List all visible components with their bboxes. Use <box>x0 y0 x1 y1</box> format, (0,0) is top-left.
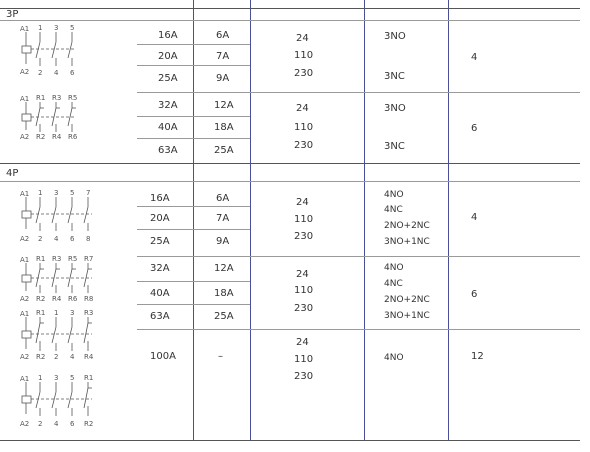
symbol-label: 7 <box>86 189 91 197</box>
current-a-cell: 40A <box>158 122 178 133</box>
current-b-cell: 12A <box>214 100 234 111</box>
symbol-label: A1 <box>20 256 30 264</box>
symbol-label: 2 <box>38 69 43 77</box>
quantity-cell: 6 <box>471 123 478 134</box>
contact-cell: 2NO+2NC <box>384 295 430 305</box>
contact-cell: 3NO+1NC <box>384 237 430 247</box>
quantity-cell: 6 <box>471 289 478 300</box>
voltage-cell: 230 <box>294 303 314 314</box>
row-divider <box>0 440 580 441</box>
symbol-label: R1 <box>36 94 46 102</box>
symbol-label: R2 <box>36 353 46 361</box>
row-divider <box>137 92 580 93</box>
symbol-label: A1 <box>20 25 30 33</box>
symbol-label: 1 <box>38 374 43 382</box>
symbol-label: 6 <box>70 420 75 428</box>
symbol-label: 2 <box>38 420 43 428</box>
voltage-cell: 110 <box>294 122 314 133</box>
column-divider <box>250 0 251 440</box>
symbol-label: 6 <box>70 69 75 77</box>
symbol-label: 2 <box>38 235 43 243</box>
row-divider <box>137 65 250 66</box>
symbol-label: 4 <box>54 69 59 77</box>
symbol-label: A2 <box>20 235 30 243</box>
symbol-label: A2 <box>20 353 30 361</box>
symbol-label: A1 <box>20 375 30 383</box>
row-divider <box>137 229 250 230</box>
contactor-4p-symbol <box>20 189 110 249</box>
section-label-4p: 4P <box>6 168 19 179</box>
current-a-cell: 63A <box>158 145 178 156</box>
symbol-label: A2 <box>20 295 30 303</box>
voltage-cell: 230 <box>294 231 314 242</box>
contactor-4p-mixed-symbol <box>20 309 110 367</box>
symbol-label: 4 <box>54 235 59 243</box>
voltage-cell: 24 <box>296 337 309 348</box>
current-a-cell: 32A <box>150 263 170 274</box>
column-divider <box>193 0 194 440</box>
symbol-label: 1 <box>38 189 43 197</box>
symbol-label: 4 <box>54 420 59 428</box>
voltage-cell: 24 <box>296 269 309 280</box>
symbol-label: R2 <box>84 420 94 428</box>
quantity-cell: 4 <box>471 52 478 63</box>
contact-cell: 3NO <box>384 103 406 114</box>
symbol-label: R1 <box>36 255 46 263</box>
symbol-label: R2 <box>36 295 46 303</box>
voltage-cell: 24 <box>296 33 309 44</box>
current-b-cell: 25A <box>214 145 234 156</box>
symbol-label: R8 <box>84 295 94 303</box>
symbol-label: A2 <box>20 133 30 141</box>
quantity-cell: 12 <box>471 351 484 362</box>
symbol-label: 6 <box>70 235 75 243</box>
symbol-label: R1 <box>36 309 46 317</box>
current-a-cell: 20A <box>158 51 178 62</box>
contactor-symbol-graphic <box>20 94 100 144</box>
contact-cell: 3NO <box>384 31 406 42</box>
contact-cell: 4NO <box>384 353 404 363</box>
contact-cell: 4NO <box>384 263 404 273</box>
current-a-cell: 25A <box>150 236 170 247</box>
contact-cell: 4NO <box>384 190 404 200</box>
voltage-cell: 110 <box>294 285 314 296</box>
contact-cell: 4NC <box>384 279 403 289</box>
symbol-label: 5 <box>70 374 75 382</box>
symbol-label: R3 <box>84 309 94 317</box>
voltage-cell: 110 <box>294 354 314 365</box>
symbol-label: R5 <box>68 255 78 263</box>
contactor-4p-break-symbol <box>20 255 110 309</box>
current-b-cell: 25A <box>214 311 234 322</box>
contactor-4p-aux-symbol <box>20 374 110 434</box>
symbol-label: 8 <box>86 235 91 243</box>
symbol-label: R6 <box>68 295 78 303</box>
voltage-cell: 230 <box>294 68 314 79</box>
contactor-symbol-graphic <box>20 309 110 363</box>
contactor-symbol-graphic <box>20 255 110 305</box>
symbol-label: 1 <box>54 309 59 317</box>
voltage-cell: 24 <box>296 197 309 208</box>
row-divider <box>0 20 580 21</box>
symbol-label: R3 <box>52 94 62 102</box>
quantity-cell: 4 <box>471 212 478 223</box>
symbol-label: 5 <box>70 24 75 32</box>
symbol-label: R1 <box>84 374 94 382</box>
row-divider <box>137 206 250 207</box>
current-a-cell: 25A <box>158 73 178 84</box>
contactor-3p-break-symbol <box>20 94 100 148</box>
contact-cell: 3NC <box>384 141 405 152</box>
section-label-3p: 3P <box>6 9 19 20</box>
contact-cell: 4NC <box>384 205 403 215</box>
current-b-cell: 6A <box>216 193 230 204</box>
current-b-cell: 18A <box>214 122 234 133</box>
symbol-label: 2 <box>54 353 59 361</box>
contact-cell: 3NC <box>384 71 405 82</box>
symbol-label: 4 <box>70 353 75 361</box>
symbol-label: R6 <box>68 133 78 141</box>
row-divider <box>137 138 250 139</box>
symbol-label: 3 <box>54 189 59 197</box>
current-b-cell: 7A <box>216 51 230 62</box>
contact-cell: 2NO+2NC <box>384 221 430 231</box>
row-divider <box>0 163 580 164</box>
row-divider <box>0 8 580 9</box>
voltage-cell: 24 <box>296 103 309 114</box>
row-divider <box>137 329 580 330</box>
voltage-cell: 230 <box>294 371 314 382</box>
voltage-cell: 110 <box>294 50 314 61</box>
row-divider <box>137 281 250 282</box>
contact-cell: 3NO+1NC <box>384 311 430 321</box>
row-divider <box>0 181 580 182</box>
row-divider <box>137 304 250 305</box>
symbol-label: 3 <box>70 309 75 317</box>
row-divider <box>137 256 580 257</box>
current-a-cell: 16A <box>158 30 178 41</box>
current-b-cell: 7A <box>216 213 230 224</box>
current-b-cell: 6A <box>216 30 230 41</box>
current-b-cell: 18A <box>214 288 234 299</box>
column-divider <box>364 0 365 440</box>
symbol-label: A1 <box>20 190 30 198</box>
symbol-label: R4 <box>52 133 62 141</box>
current-a-cell: 63A <box>150 311 170 322</box>
voltage-cell: 110 <box>294 214 314 225</box>
contactor-3p-symbol <box>20 24 100 84</box>
symbol-label: 3 <box>54 374 59 382</box>
symbol-label: A2 <box>20 68 30 76</box>
symbol-label: A2 <box>20 420 30 428</box>
symbol-label: A1 <box>20 310 30 318</box>
symbol-label: R4 <box>84 353 94 361</box>
current-b-cell: 12A <box>214 263 234 274</box>
column-divider <box>448 0 449 440</box>
symbol-label: A1 <box>20 95 30 103</box>
contactor-symbol-graphic <box>20 374 110 430</box>
symbol-label: 3 <box>54 24 59 32</box>
voltage-cell: 230 <box>294 140 314 151</box>
symbol-label: 5 <box>70 189 75 197</box>
symbol-label: 1 <box>38 24 43 32</box>
current-b-cell: 9A <box>216 236 230 247</box>
current-a-cell: 100A <box>150 351 176 362</box>
symbol-label: R4 <box>52 295 62 303</box>
current-a-cell: 20A <box>150 213 170 224</box>
current-a-cell: 32A <box>158 100 178 111</box>
current-a-cell: 40A <box>150 288 170 299</box>
symbol-label: R2 <box>36 133 46 141</box>
row-divider <box>137 116 250 117</box>
current-b-cell: 9A <box>216 73 230 84</box>
contactor-symbol-graphic <box>20 24 100 80</box>
current-a-cell: 16A <box>150 193 170 204</box>
symbol-label: R7 <box>84 255 94 263</box>
contactor-symbol-graphic <box>20 189 110 245</box>
row-divider <box>137 44 250 45</box>
symbol-label: R3 <box>52 255 62 263</box>
symbol-label: R5 <box>68 94 78 102</box>
current-b-cell: – <box>218 351 223 362</box>
